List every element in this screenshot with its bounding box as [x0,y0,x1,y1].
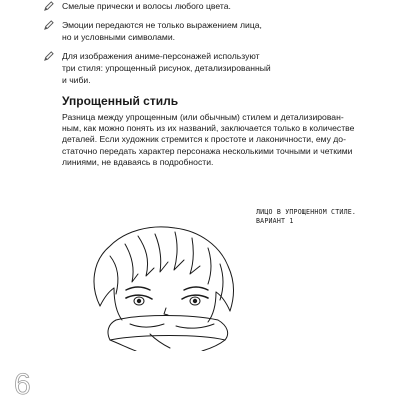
list-item [42,19,382,43]
section-heading: Упрощенный стиль [62,94,179,108]
list-item-text: но и условными символами. [62,32,176,42]
pencil-icon [43,20,54,31]
paragraph-line: Разница между упрощенным (или обычным) стилем и детализирован- [62,112,344,122]
pencil-icon [43,51,54,62]
anime-face-drawing [80,216,255,351]
list-item [42,0,382,12]
bullet-list [42,0,382,93]
list-item-text: три стиля: упрощенный рисунок, детализированный [62,63,271,73]
caption-line: ЛИЦО В УПРОЩЕННОМ СТИЛЕ. [256,208,357,216]
paragraph-line: статочно передать характер персонажа несколькими точными и четкими [62,145,353,156]
list-item-text: Смелые прически и волосы любого цвета. [62,1,231,11]
list-item-text: Для изображения аниме-персонажей используют [62,51,260,61]
caption-line: ВАРИАНТ 1 [256,217,294,225]
paragraph-line: линиями, не вдаваясь в подробности. [62,156,214,167]
list-item-text: и чиби. [62,75,91,85]
pencil-icon [43,1,54,12]
page-number: 6 [14,368,31,401]
paragraph-line: ным, как можно понять из их названий, заключается только в количестве [62,123,355,134]
list-item [42,50,382,86]
list-item-text: Эмоции передаются не только выражением лица, [62,20,262,30]
body-paragraph [62,112,362,168]
figure-caption [256,208,356,226]
paragraph-line: деталей. Если художник стремится к простоте и лаконичности, ему до- [62,134,346,145]
